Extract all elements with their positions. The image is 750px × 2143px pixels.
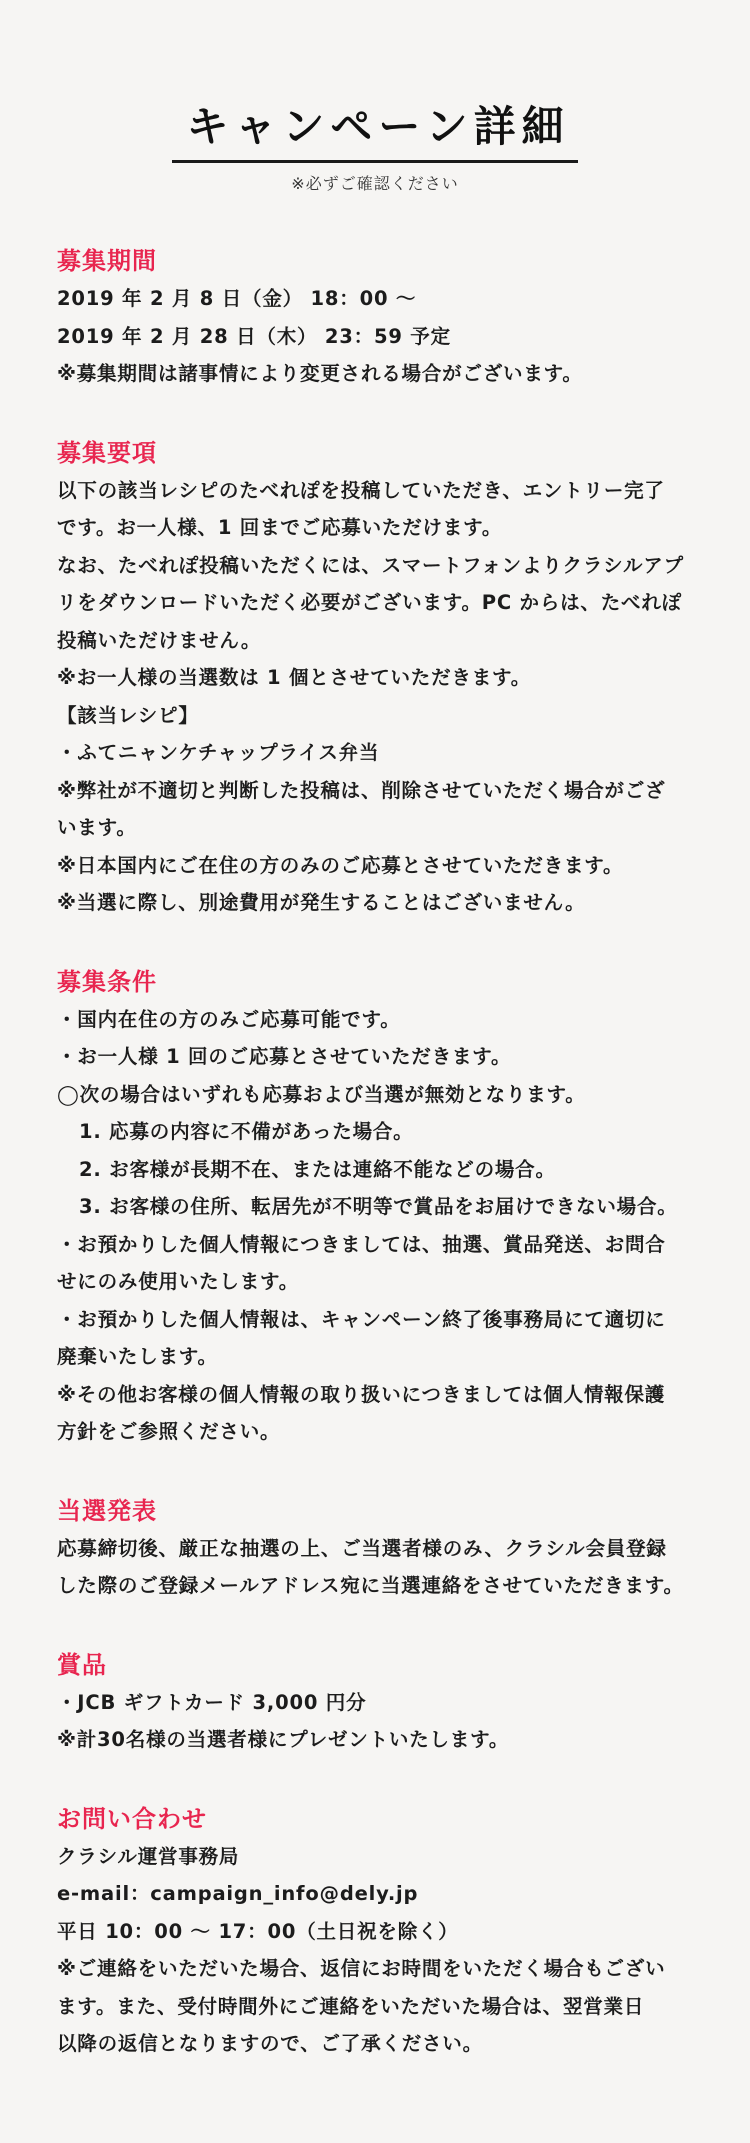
section-application-period: [57, 242, 694, 393]
section-line: です。お一人様、1 回までご応募いただけます。: [57, 516, 503, 539]
section-line: ※日本国内にご在住の方のみのご応募とさせていただきます。: [57, 853, 624, 877]
section-line: ※当選に際し、別途費用が発生することはございません。: [57, 891, 586, 914]
section-application-guidelines: [57, 434, 694, 922]
section-line: ・JCB ギフトカード 3,000 円分: [57, 1690, 367, 1714]
section-line: ・お預かりした個人情報は、キャンペーン終了後事務局にて適切に: [57, 1307, 666, 1331]
section-line: ※計30名様の当選者様にプレゼントいたします。: [57, 1728, 510, 1751]
section-line: います。: [57, 816, 137, 839]
section-line: ・ふてニャンケチャップライス弁当: [57, 741, 380, 764]
section-line: ※その他お客様の個人情報の取り扱いにつきましては個人情報保護: [57, 1382, 666, 1406]
section-line: 3. お客様の住所、転居先が不明等で賞品をお届けできない場合。: [79, 1195, 678, 1218]
section-line: リをダウンロードいただく必要がございます。PC からは、たべれぽ: [57, 591, 682, 614]
section-line: ※お一人様の当選数は 1 個とさせていただきます。: [57, 666, 532, 689]
section-line: 応募締切後、厳正な抽選の上、ご当選者様のみ、クラシル会員登録: [57, 1536, 667, 1560]
section-line: 2019 年 2 月 8 日（金） 18：00 〜: [57, 287, 417, 310]
section-line: ・お一人様 1 回のご応募とさせていただきます。: [57, 1045, 512, 1068]
section-line: ◯次の場合はいずれも応募および当選が無効となります。: [57, 1082, 586, 1106]
section-line: 方針をご参照ください。: [57, 1420, 281, 1443]
section-heading: 当選発表: [57, 1496, 157, 1525]
section-line: せにのみ使用いたします。: [57, 1270, 300, 1293]
section-line: 平日 10：00 〜 17：00（土日祝を除く）: [57, 1919, 459, 1943]
section-winner-announcement: [57, 1492, 694, 1605]
section-line: 【該当レシピ】: [57, 703, 199, 727]
section-line: ・お預かりした個人情報につきましては、抽選、賞品発送、お問合: [57, 1232, 666, 1256]
section-line: ※弊社が不適切と判断した投稿は、削除させていただく場合がござ: [57, 778, 666, 802]
section-line: した際のご登録メールアドレス宛に当選連絡をさせていただきます。: [57, 1574, 684, 1597]
section-line: ・国内在住の方のみご応募可能です。: [57, 1007, 401, 1031]
section-line: 以下の該当レシピのたべれぽを投稿していただき、エントリー完了: [57, 478, 665, 502]
section-line: 廃棄いたします。: [57, 1345, 218, 1368]
section-prize: [57, 1646, 694, 1759]
confirm-note: ※必ずご確認ください: [291, 174, 459, 193]
page-title: キャンペーン詳細: [172, 98, 577, 163]
section-line: 2. お客様が長期不在、または連絡不能などの場合。: [79, 1157, 556, 1181]
section-line: ※募集期間は諸事情により変更される場合がございます。: [57, 362, 583, 385]
section-line: なお、たべれぽ投稿いただくには、スマートフォンよりクラシルアプ: [57, 553, 684, 577]
section-heading: 募集条件: [57, 967, 157, 996]
sections: [0, 242, 750, 2063]
section-heading: 賞品: [57, 1650, 107, 1679]
section-contact: [57, 1800, 694, 2063]
section-heading: 募集要項: [57, 438, 157, 467]
section-line: 以降の返信となりますので、ご了承ください。: [57, 2032, 483, 2055]
section-line: ます。また、受付時間外にご連絡をいただいた場合は、翌営業日: [57, 1994, 645, 2018]
contact-email: e-mail：campaign_info@dely.jp: [57, 1882, 419, 1905]
page-header: [0, 98, 750, 194]
section-heading: お問い合わせ: [57, 1804, 207, 1833]
section-line: ※ご連絡をいただいた場合、返信にお時間をいただく場合もござい: [57, 1957, 666, 1980]
section-heading: 募集期間: [57, 247, 157, 275]
section-line: クラシル運営事務局: [57, 1844, 240, 1868]
section-line: 2019 年 2 月 28 日（木） 23：59 予定: [57, 324, 451, 348]
section-line: 投稿いただけません。: [57, 628, 262, 652]
section-line: 1. 応募の内容に不備があった場合。: [79, 1120, 414, 1143]
section-application-conditions: [57, 963, 694, 1451]
